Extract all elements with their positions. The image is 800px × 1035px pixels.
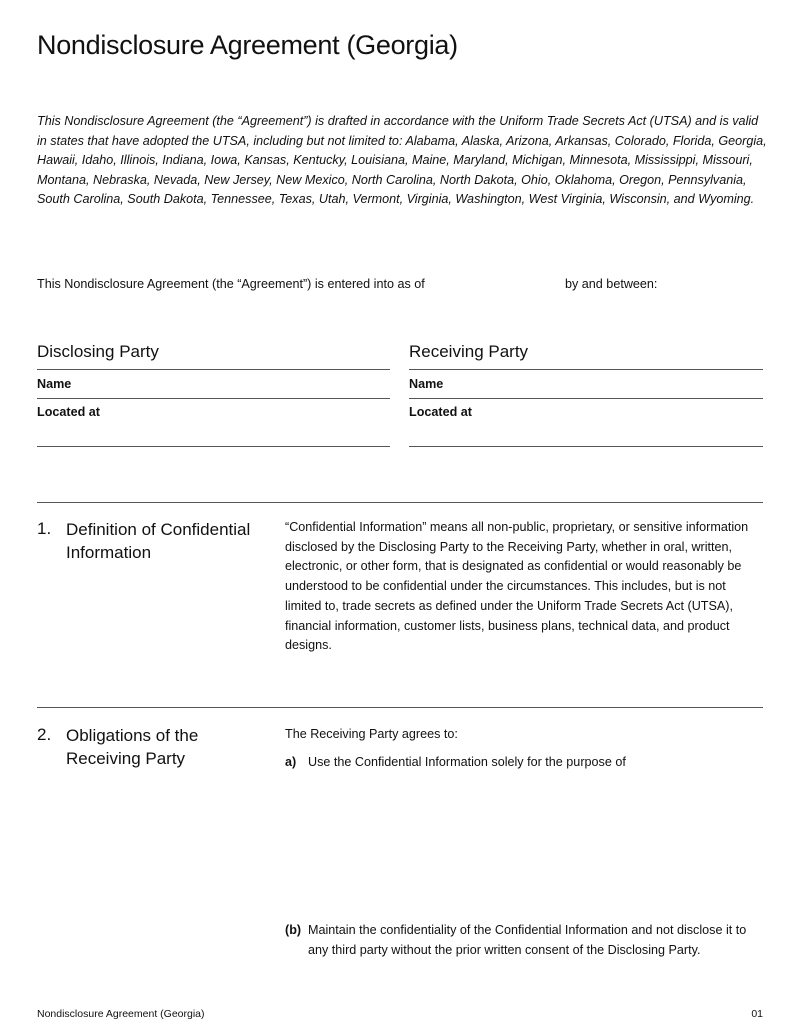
section-divider	[37, 502, 763, 503]
item-text: Use the Confidential Information solely for the purpose of	[308, 755, 626, 769]
receiving-name-field[interactable]	[409, 398, 763, 399]
receiving-name-label: Name	[409, 377, 444, 391]
item-marker: (b)	[285, 923, 302, 937]
intro-paragraph: This Nondisclosure Agreement (the “Agreement”) is drafted in accordance with the Uniform Trade Secrets Act (UTSA) and is valid in states that have adopted the UTSA, including but not limited to: Alabama, Alaska, Arizona, Arkansas, Colorado, Florida, Georgia, Hawaii, Idaho, Illinois, Indiana, Iowa, Kansas, Kentucky, Louisiana, Maine, Maryland, Michigan, Minnesota, Mississippi, Missouri, Montana, Nebraska, Nevada, New Jersey, New Mexico, North Carolina, North Dakota, Ohio, Oklahoma, Oregon, Pennsylvania, South Carolina, South Dakota, Tennessee, Texas, Utah, Vermont, Virginia, Washington, West Virginia, Wisconsin, and Wyoming.	[37, 114, 767, 206]
agreement-line: This Nondisclosure Agreement (the “Agreement”) is entered into as of	[37, 277, 425, 291]
disclosing-located-label: Located at	[37, 405, 100, 419]
disclosing-party-heading: Disclosing Party	[37, 342, 159, 361]
receiving-located-label: Located at	[409, 405, 472, 419]
divider	[37, 369, 390, 370]
section-1-title: Definition of Confidential Information	[66, 520, 251, 562]
divider	[409, 369, 763, 370]
section-divider	[37, 707, 763, 708]
obligation-item-b	[285, 921, 760, 960]
disclosing-name-label: Name	[37, 377, 72, 391]
item-text: Maintain the confidentiality of the Confidential Information and not disclose it to any third party without the prior written consent of the Disclosing Party.	[308, 923, 747, 957]
section-1-body: “Confidential Information” means all non-public, proprietary, or sensitive information disclosed by the Disclosing Party to the Receiving Party, whether in oral, written, electronic, or other form, that is designated as confidential or would reasonably be understood to be confidential under the circumstances. This includes, but is not limited to, trade secrets as defined under the Uniform Trade Secrets Act (UTSA), financial information, customer lists, business plans, technical data, and product designs.	[285, 520, 749, 653]
footer-title: Nondisclosure Agreement (Georgia)	[37, 1008, 205, 1020]
agreement-line-end: by and between:	[565, 277, 658, 291]
receiving-party-heading: Receiving Party	[409, 342, 529, 361]
page-number: 01	[751, 1008, 763, 1020]
section-2-intro: The Receiving Party agrees to:	[285, 727, 458, 741]
page-title: Nondisclosure Agreement (Georgia)	[37, 30, 458, 60]
section-2-title: Obligations of the Receiving Party	[66, 726, 199, 768]
disclosing-name-field[interactable]	[37, 398, 390, 399]
section-2-number: 2.	[37, 725, 52, 744]
item-marker: a)	[285, 755, 297, 769]
disclosing-address-field[interactable]	[37, 446, 390, 447]
obligation-item-a	[285, 753, 760, 773]
section-1-number: 1.	[37, 519, 52, 538]
receiving-address-field[interactable]	[409, 446, 763, 447]
